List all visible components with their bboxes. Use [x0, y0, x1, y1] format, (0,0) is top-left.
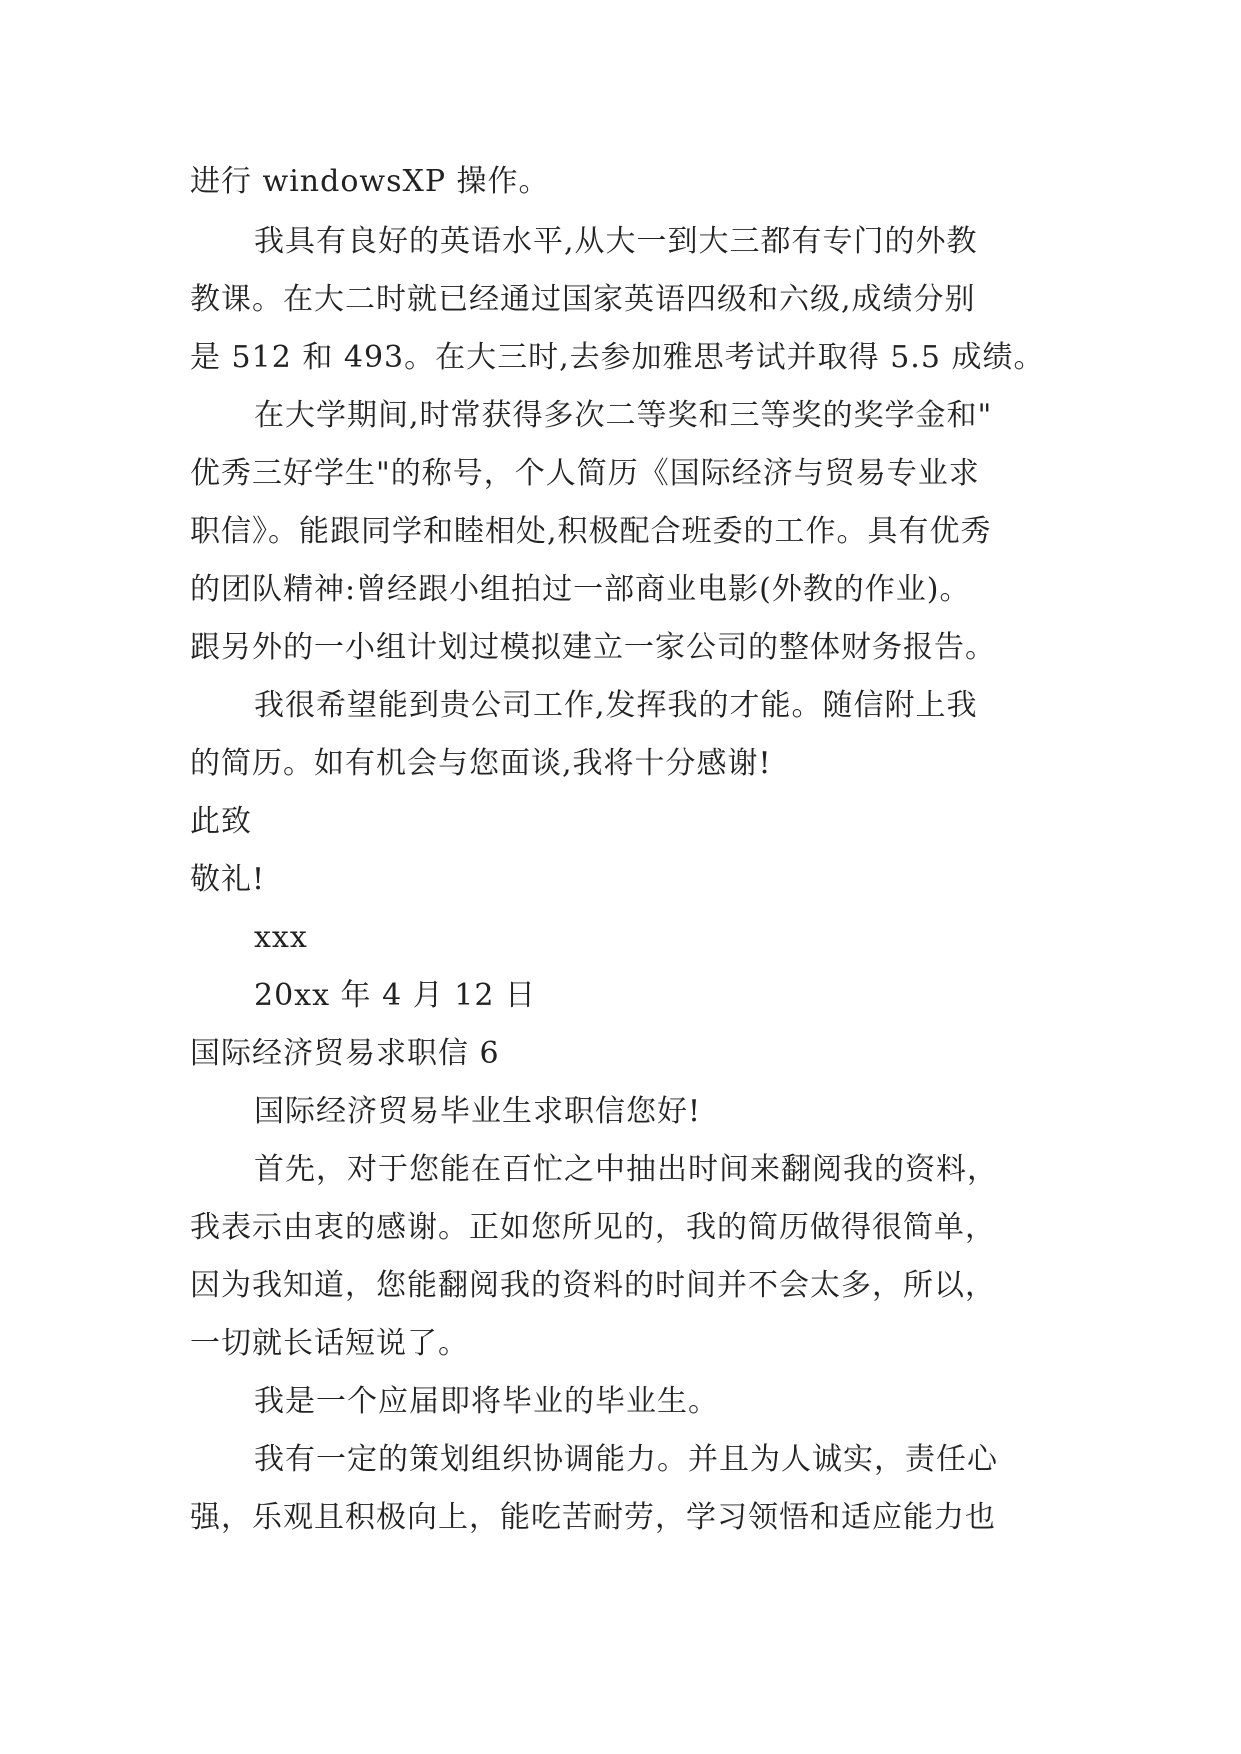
- text-line: 强，乐观且积极向上，能吃苦耐劳，学习领悟和适应能力也: [190, 1500, 996, 1535]
- signature-date: 20xx 年 4 月 12 日: [254, 978, 536, 1013]
- paragraph-first-line: 我很希望能到贵公司工作,发挥我的才能。随信附上我: [254, 688, 978, 723]
- paragraph-first-line: 我是一个应届即将毕业的毕业生。: [254, 1384, 719, 1419]
- text-line: 教课。在大二时就已经通过国家英语四级和六级,成绩分别: [190, 282, 976, 317]
- text-line: 进行 windowsXP 操作。: [190, 164, 550, 199]
- paragraph-first-line: 在大学期间,时常获得多次二等奖和三等奖的奖学金和": [254, 398, 993, 433]
- paragraph-first-line: 首先，对于您能在百忙之中抽出时间来翻阅我的资料，: [254, 1152, 998, 1187]
- text-line: 的简历。如有机会与您面谈,我将十分感谢!: [190, 746, 772, 781]
- paragraph-first-line: 我有一定的策划组织协调能力。并且为人诚实，责任心: [254, 1442, 998, 1477]
- text-line: 我表示由衷的感谢。正如您所见的，我的简历做得很简单，: [190, 1210, 996, 1245]
- closing-regards: 敬礼!: [190, 862, 266, 897]
- paragraph-first-line: 我具有良好的英语水平,从大一到大三都有专门的外教: [254, 224, 978, 259]
- text-line: 一切就长话短说了。: [190, 1326, 469, 1361]
- text-line: 因为我知道，您能翻阅我的资料的时间并不会太多，所以，: [190, 1268, 996, 1303]
- section-title: 国际经济贸易求职信 6: [190, 1036, 500, 1071]
- text-line: 跟另外的一小组计划过模拟建立一家公司的整体财务报告。: [190, 630, 996, 665]
- closing-salutation: 此致: [190, 804, 252, 839]
- text-line: 的团队精神:曾经跟小组拍过一部商业电影(外教的作业)。: [190, 572, 971, 607]
- text-line: 职信》。能跟同学和睦相处,积极配合班委的工作。具有优秀: [190, 514, 992, 549]
- text-line: 是 512 和 493。在大三时,去参加雅思考试并取得 5.5 成绩。: [190, 340, 1045, 375]
- text-line: 优秀三好学生"的称号，个人简历《国际经济与贸易专业求: [190, 456, 980, 491]
- signature-name: xxx: [254, 920, 308, 955]
- paragraph-first-line: 国际经济贸易毕业生求职信您好!: [254, 1094, 702, 1129]
